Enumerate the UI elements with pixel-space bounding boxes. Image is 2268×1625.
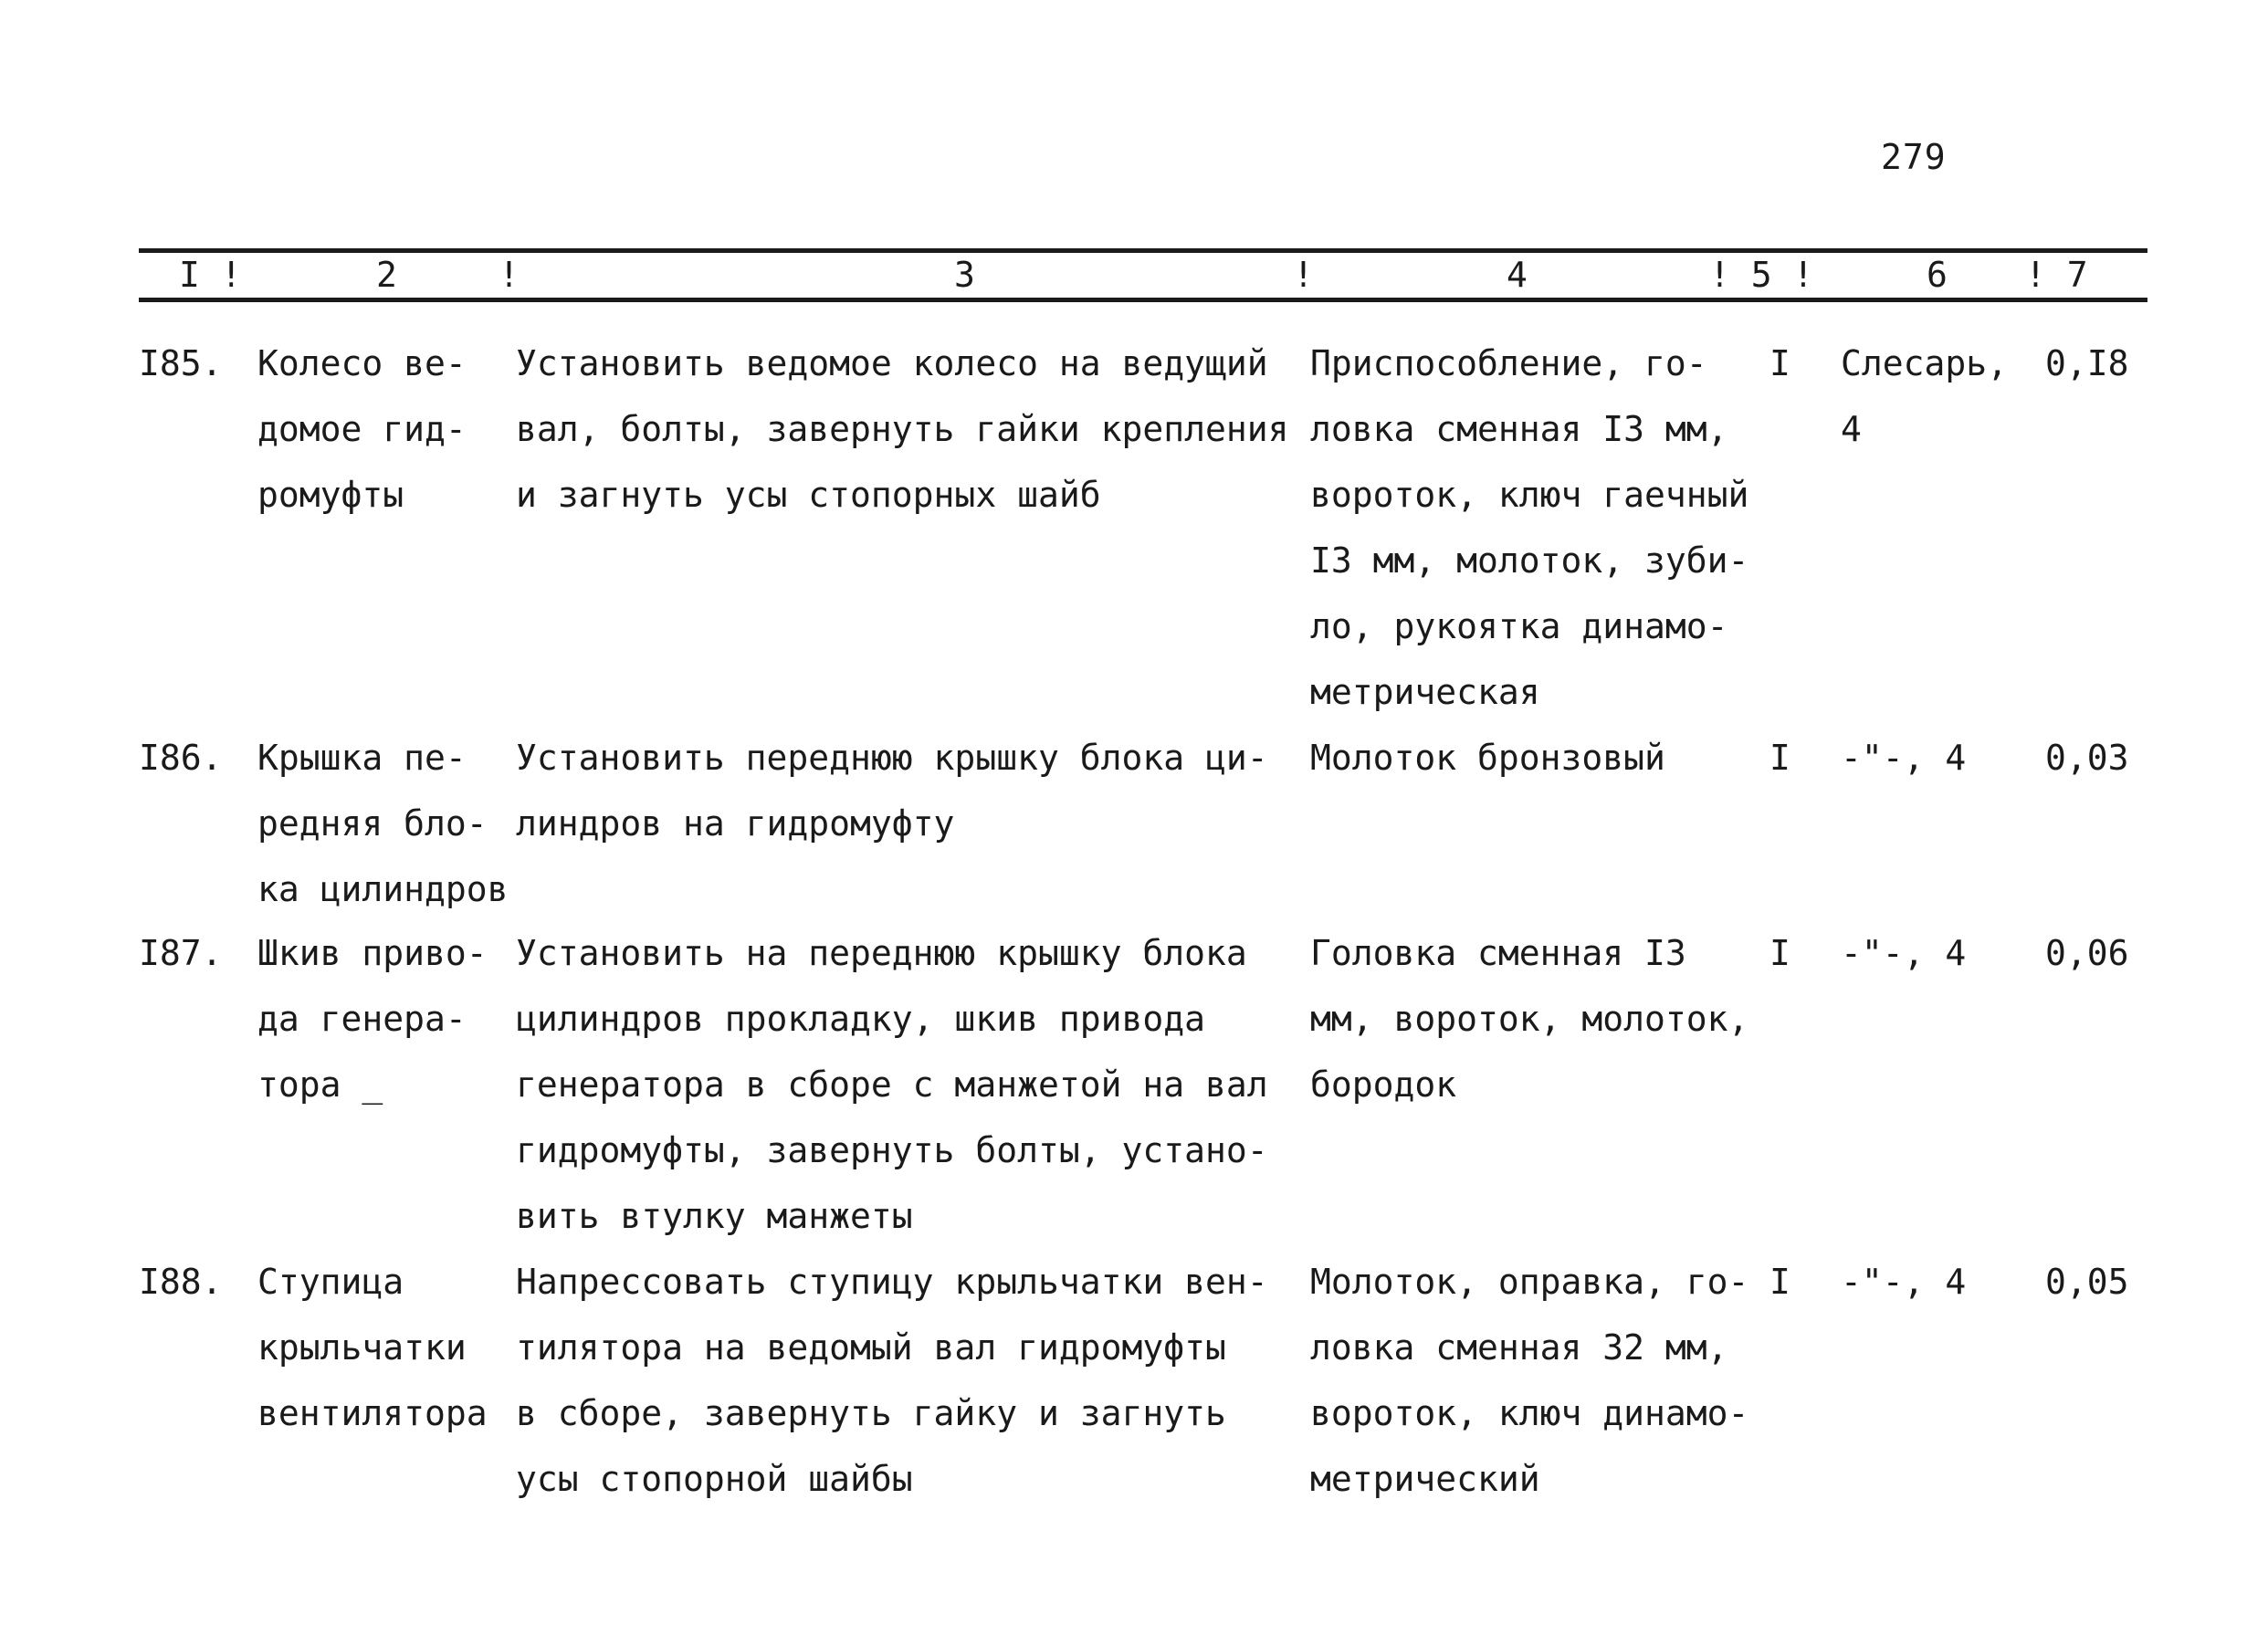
row-number: I85. [139, 343, 223, 383]
header-col6-label: 6 [1927, 255, 1948, 295]
time-norm: 0,06 [2045, 933, 2129, 973]
quantity: I [1769, 738, 1790, 778]
time-norm: 0,03 [2045, 738, 2129, 778]
time-norm: 0,05 [2045, 1262, 2129, 1302]
quantity: I [1769, 933, 1790, 973]
header-separator: ! [1293, 255, 1314, 295]
part-name: Колесо ве- домое гид- ромуфты [257, 343, 467, 515]
operation-text: Установить ведомое колесо на ведущий вал, болты, завернуть гайки крепления и загнуть усы стопорных шайб [516, 343, 1289, 515]
part-name: Крышка пе- редняя бло- ка цилиндров [257, 738, 509, 909]
header-col2-label: 2 [376, 255, 397, 295]
header-col5-label: ! 5 ! [1709, 255, 1814, 295]
part-name: Шкив приво- да генера- тора _ [257, 933, 488, 1105]
header-col3-label: 3 [954, 255, 975, 295]
header-col7-label: ! 7 [2025, 255, 2088, 295]
table-top-rule [139, 248, 2147, 253]
quantity: I [1769, 1262, 1790, 1302]
operation-text: Напрессовать ступицу крыльчатки вен- тилятора на ведомый вал гидромуфты в сборе, завернуть гайку и загнуть усы стопорной шайбы [516, 1262, 1268, 1499]
worker-grade: -"-, 4 [1841, 933, 1967, 973]
tools-text: Головка сменная I3 мм, вороток, молоток, бородок [1310, 933, 1749, 1105]
table-header-rule [139, 298, 2147, 302]
header-col4-label: 4 [1507, 255, 1528, 295]
row-number: I88. [139, 1262, 223, 1302]
worker-grade: -"-, 4 [1841, 738, 1967, 778]
quantity: I [1769, 343, 1790, 383]
tools-text: Молоток, оправка, го- ловка сменная 32 мм, вороток, ключ динамо- метрический [1310, 1262, 1749, 1499]
time-norm: 0,I8 [2045, 343, 2129, 383]
tools-text: Молоток бронзовый [1310, 738, 1665, 778]
tools-text: Приспособление, го- ловка сменная I3 мм, вороток, ключ гаечный I3 мм, молоток, зуби- ло, рукоятка динамо- метрическая [1310, 343, 1749, 712]
page-number: 279 [1881, 137, 1947, 177]
part-name: Ступица крыльчатки вентилятора [257, 1262, 488, 1433]
worker-grade: -"-, 4 [1841, 1262, 1967, 1302]
row-number: I87. [139, 933, 223, 973]
row-number: I86. [139, 738, 223, 778]
operation-text: Установить переднюю крышку блока ци- линдров на гидромуфту [516, 738, 1268, 844]
header-separator: ! [499, 255, 520, 295]
header-col1-label: I ! [179, 255, 242, 295]
operation-text: Установить на переднюю крышку блока цилиндров прокладку, шкив привода генератора в сборе с манжетой на вал гидромуфты, завернуть болты, устано- вить втулку манжеты [516, 933, 1268, 1236]
worker-grade: Слесарь, 4 [1841, 343, 2009, 449]
